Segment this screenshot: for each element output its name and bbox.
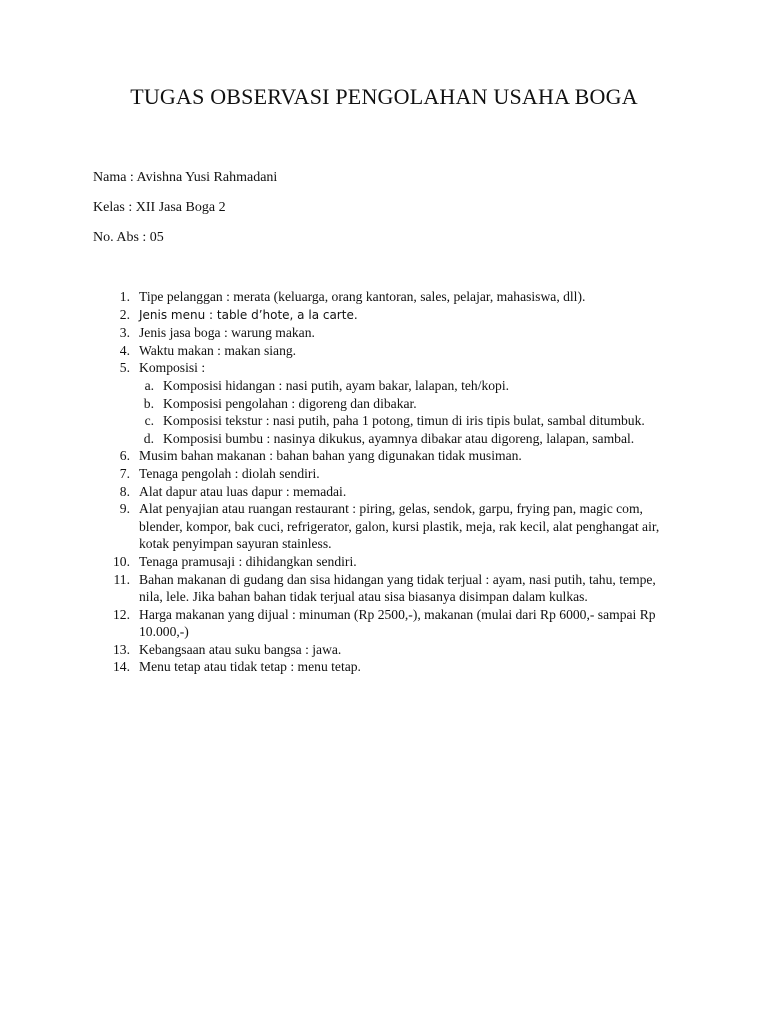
- list-item-text: Alat penyajian atau ruangan restaurant : piring, gelas, sendok, garpu, frying pan, magic com, blender, kompor, bak cuci, refrigerator, galon, kursi plastik, meja, rak kecil, alat penghangat air, kotak penyimpan sayuran stainless.: [139, 501, 660, 552]
- list-item-number: 6.: [119, 448, 130, 464]
- list-item-number: 9.: [119, 501, 130, 517]
- list-item: [0, 553, 768, 571]
- list-item-text: Musim bahan makanan : bahan bahan yang digunakan tidak musiman.: [139, 448, 522, 464]
- list-item: [0, 447, 768, 465]
- list-item-text: Alat dapur atau luas dapur : memadai.: [139, 483, 347, 499]
- list-item-number: 12.: [113, 606, 130, 622]
- list-item: [0, 359, 768, 377]
- sub-list-item-letter: c.: [144, 413, 154, 429]
- list-item-text: Jenis menu : table d’hote, a la carte.: [139, 307, 358, 322]
- sub-list-item: [0, 377, 768, 395]
- student-number: No. Abs : 05: [93, 230, 164, 245]
- list-item: [0, 483, 768, 501]
- sub-list-item: [0, 430, 768, 448]
- sub-list-item-text: Komposisi pengolahan : digoreng dan dibakar.: [163, 395, 417, 411]
- sub-list-item: [0, 395, 768, 413]
- list-item: [0, 500, 768, 553]
- list-item: [0, 571, 768, 606]
- list-item: [0, 641, 768, 659]
- list-item-number: 11.: [113, 571, 130, 587]
- sub-list-item-letter: b.: [143, 395, 154, 411]
- list-item: [0, 465, 768, 483]
- list-item-number: 2.: [119, 306, 130, 322]
- list-item-number: 1.: [119, 289, 130, 304]
- sub-list-item-text: Komposisi bumbu : nasinya dikukus, ayamnya dibakar atau digoreng, lalapan, sambal.: [163, 430, 635, 446]
- list-item-text: Jenis jasa boga : warung makan.: [139, 325, 315, 341]
- observation-list: [0, 288, 768, 676]
- list-item-number: 10.: [113, 553, 130, 569]
- student-class: Kelas : XII Jasa Boga 2: [93, 200, 226, 215]
- list-item: [0, 606, 768, 641]
- list-item: [0, 342, 768, 360]
- sub-list-item-text: Komposisi hidangan : nasi putih, ayam bakar, lalapan, teh/kopi.: [163, 377, 510, 393]
- list-item-text: Komposisi :: [139, 360, 206, 376]
- list-item-text: Tenaga pramusaji : dihidangkan sendiri.: [139, 553, 357, 569]
- list-item-text: Tenaga pengolah : diolah sendiri.: [139, 465, 320, 481]
- list-item-text: Bahan makanan di gudang dan sisa hidangan yang tidak terjual : ayam, nasi putih, tahu, tempe, nila, lele. Jika bahan bahan tidak terjual atau sisa biasanya disimpan dalam kulkas.: [139, 571, 656, 605]
- sub-list-item-letter: d.: [143, 430, 154, 446]
- list-item-number: 4.: [119, 342, 130, 358]
- list-item: [0, 306, 768, 325]
- list-item-text: Menu tetap atau tidak tetap : menu tetap.: [139, 659, 361, 675]
- list-item: [0, 324, 768, 342]
- list-item-number: 3.: [119, 325, 130, 341]
- list-item-number: 13.: [113, 641, 130, 657]
- list-item-text: Kebangsaan atau suku bangsa : jawa.: [139, 641, 342, 657]
- sub-list-item: [0, 412, 768, 430]
- list-item-number: 8.: [119, 483, 130, 499]
- sub-list-item-text: Komposisi tekstur : nasi putih, paha 1 potong, timun di iris tipis bulat, sambal ditumbuk.: [163, 413, 645, 429]
- list-item-number: 7.: [119, 465, 130, 481]
- list-item: [0, 658, 768, 676]
- list-item-number: 14.: [113, 659, 130, 675]
- student-name: Nama : Avishna Yusi Rahmadani: [93, 170, 278, 185]
- list-item-number: 5.: [119, 360, 130, 376]
- list-item: [0, 288, 768, 306]
- list-item-text: Harga makanan yang dijual : minuman (Rp 2500,-), makanan (mulai dari Rp 6000,- sampai Rp 10.000,-): [139, 606, 656, 640]
- sub-list-item-letter: a.: [144, 377, 154, 393]
- list-item-text: Tipe pelanggan : merata (keluarga, orang kantoran, sales, pelajar, mahasiswa, dll).: [139, 289, 586, 304]
- document-title: TUGAS OBSERVASI PENGOLAHAN USAHA BOGA: [130, 84, 638, 109]
- list-item-text: Waktu makan : makan siang.: [139, 342, 297, 358]
